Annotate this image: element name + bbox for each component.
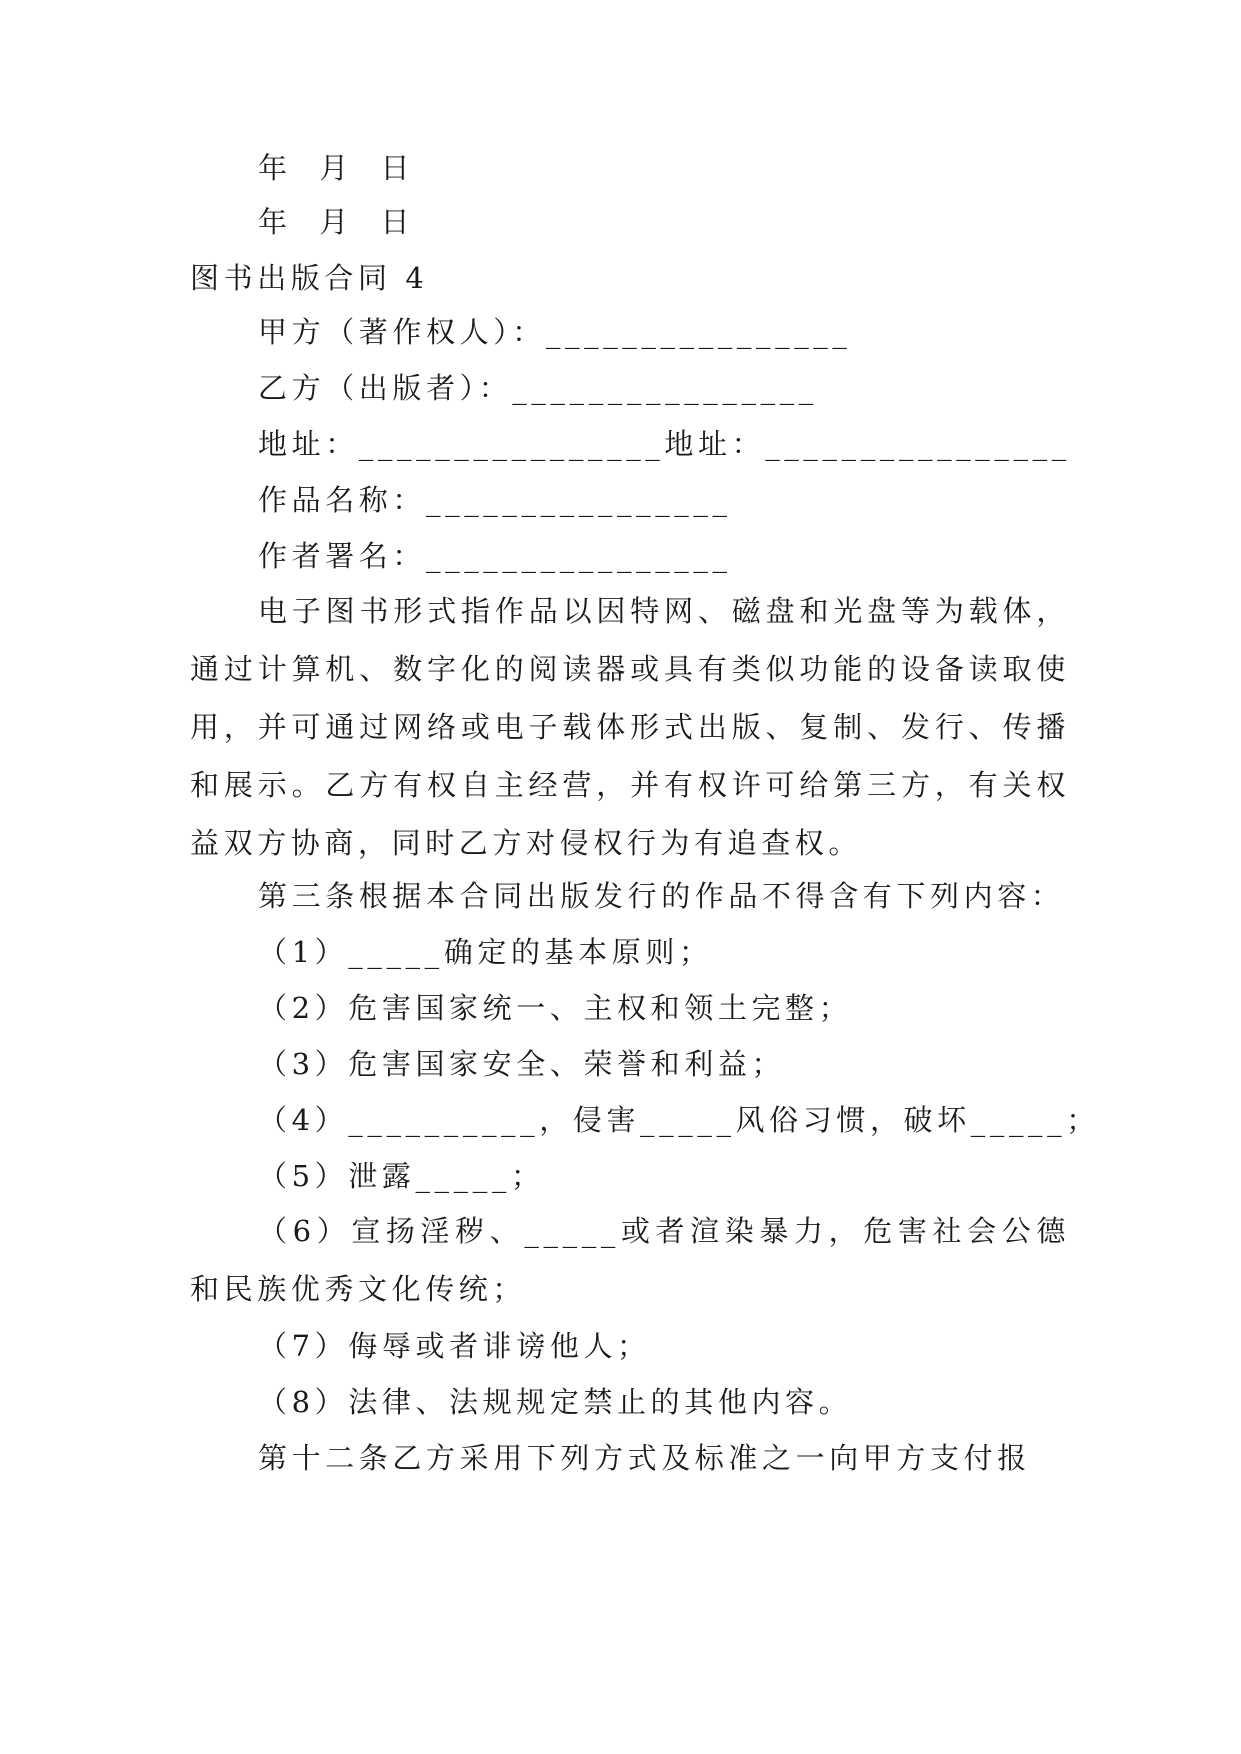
address-field: 地址：________________地址：________________ — [258, 427, 1071, 461]
author-name-field: 作者署名：________________ — [258, 539, 732, 573]
article-3-heading: 第三条根据本合同出版发行的作品不得含有下列内容： — [258, 879, 1065, 913]
list-item: （2）危害国家统一、主权和领土完整； — [258, 991, 853, 1025]
article-12-heading: 第十二条乙方采用下列方式及标准之一向甲方支付报 — [258, 1441, 1031, 1475]
date-line: 年 月 日 — [258, 205, 415, 239]
list-item: （6）宣扬淫秽、_____或者渲染暴力，危害社会公德和民族优秀文化传统； — [190, 1214, 1070, 1306]
list-item: （4）__________，侵害_____风俗习惯，破坏_____； — [258, 1103, 1100, 1137]
ebook-paragraph: 电子图书形式指作品以因特网、磁盘和光盘等为载体，通过计算机、数字化的阅读器或具有类似功能的设备读取使用，并可通过网络或电子载体形式出版、复制、发行、传播和展示。乙方有权自主经营，并有权许可给第三方，有关权益双方协商，同时乙方对侵权行为有追查权。 — [190, 594, 1070, 860]
document-title: 图书出版合同 4 — [190, 261, 429, 295]
list-item: （8）法律、法规规定禁止的其他内容。 — [258, 1385, 853, 1419]
list-item: （7）侮辱或者诽谤他人； — [258, 1329, 651, 1363]
work-name-field: 作品名称：________________ — [258, 483, 732, 517]
list-item: （3）危害国家安全、荣誉和利益； — [258, 1047, 786, 1081]
list-item: （1）_____确定的基本原则； — [258, 935, 713, 969]
list-item: （5）泄露_____； — [258, 1159, 545, 1193]
party-a-field: 甲方（著作权人）：________________ — [258, 315, 852, 349]
party-b-field: 乙方（出版者）：________________ — [258, 371, 818, 405]
date-line: 年 月 日 — [258, 151, 415, 185]
